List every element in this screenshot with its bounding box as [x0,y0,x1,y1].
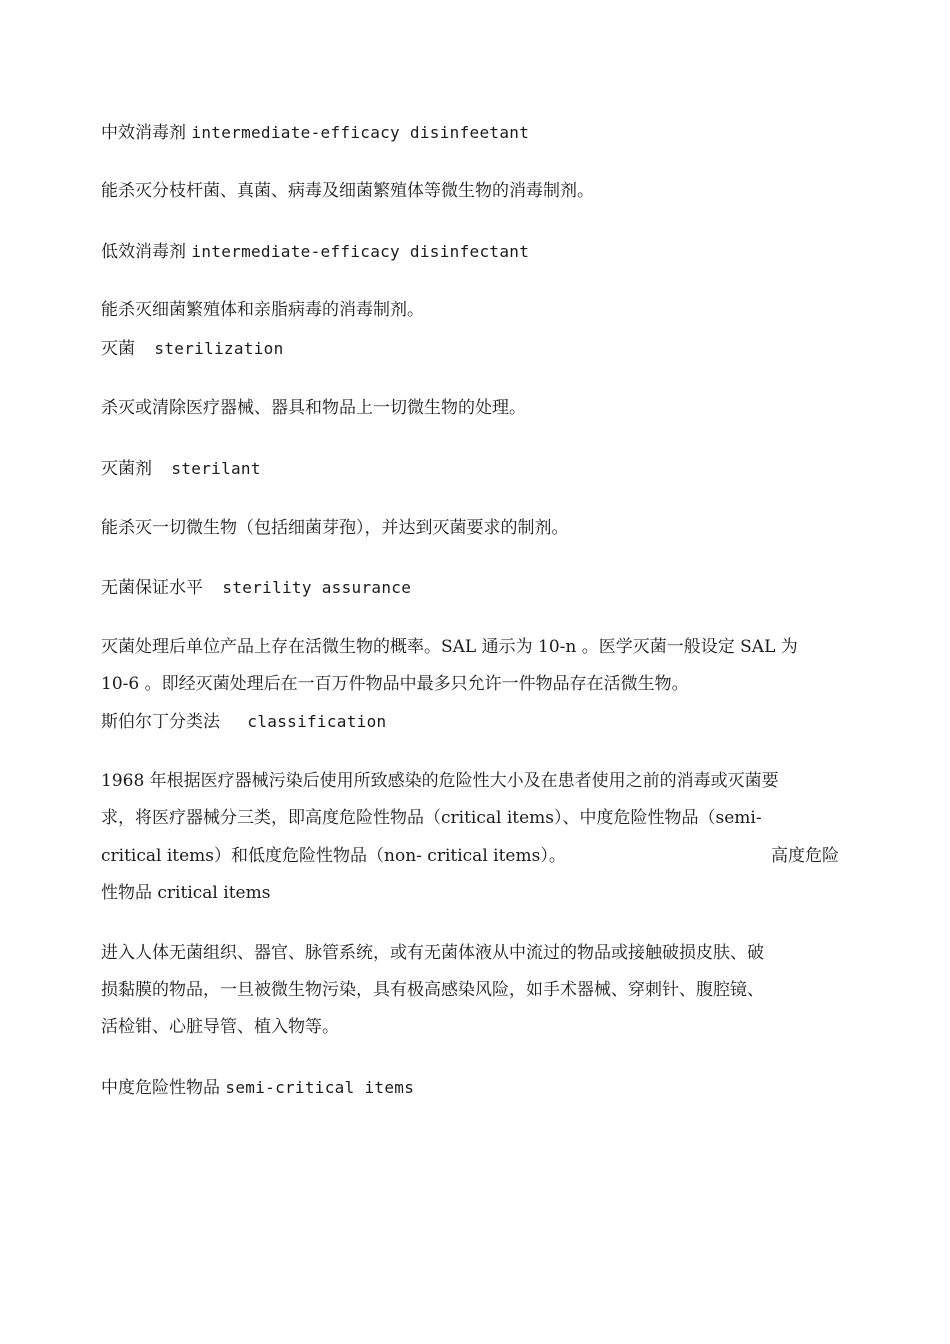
term-definition: 能杀灭分枝杆菌、真菌、病毒及细菌繁殖体等微生物的消毒制剂。 [101,181,594,201]
definition-text-tail: 高度危险 [771,846,839,866]
term-heading [101,450,861,488]
term-english: intermediate-efficacy disinfeetant [191,123,530,142]
term-english: sterilant [171,459,261,478]
definition-text: critical items）和低度危险性物品（non- critical items）。 [101,846,566,866]
term-definition-line [101,838,861,875]
term-definition-line: 损黏膜的物品，一旦被微生物污染，具有极高感染风险，如手术器械、穿刺针、腹腔镜、 [101,980,764,1000]
term-definition-line: 性物品 critical items [101,883,271,903]
term-chinese: 中效消毒剂 [101,123,186,143]
term-heading [101,330,861,368]
term-chinese: 低效消毒剂 [101,242,186,262]
term-definition-line: 10-6 。即经灭菌处理后在一百万件物品中最多只允许一件物品存在活微生物。 [101,674,689,694]
term-definition-line: 进入人体无菌组织、器官、脉管系统，或有无菌体液从中流过的物品或接触破损皮肤、破 [101,943,764,963]
term-heading [101,569,861,607]
term-chinese: 灭菌剂 [101,459,152,479]
term-heading [101,1069,861,1107]
term-definition-line: 活检钳、心脏导管、植入物等。 [101,1017,339,1037]
term-heading [101,703,861,741]
term-english: classification [247,712,387,731]
term-chinese: 中度危险性物品 [101,1078,220,1098]
term-definition: 能杀灭一切微生物（包括细菌芽孢），并达到灭菌要求的制剂。 [101,518,569,538]
term-chinese: 斯伯尔丁分类法 [101,712,220,732]
term-english: sterilization [154,339,284,358]
term-definition-line: 1968 年根据医疗器械污染后使用所致感染的危险性大小及在患者使用之前的消毒或灭菌要 [101,771,779,791]
term-english: sterility assurance [222,578,412,597]
term-definition-line: 灭菌处理后单位产品上存在活微生物的概率。SAL 通示为 10-n 。医学灭菌一般设定 SAL 为 [101,637,798,657]
term-chinese: 无菌保证水平 [101,578,203,598]
term-definition-line: 求，将医疗器械分三类，即高度危险性物品（critical items）、中度危险性物品（semi- [101,808,762,828]
term-heading [101,114,861,152]
term-definition: 能杀灭细菌繁殖体和亲脂病毒的消毒制剂。 [101,300,424,320]
term-definition: 杀灭或清除医疗器械、器具和物品上一切微生物的处理。 [101,398,526,418]
term-heading [101,233,861,271]
term-chinese: 灭菌 [101,339,135,359]
term-english: intermediate-efficacy disinfectant [191,242,530,261]
term-english: semi-critical items [225,1078,415,1097]
